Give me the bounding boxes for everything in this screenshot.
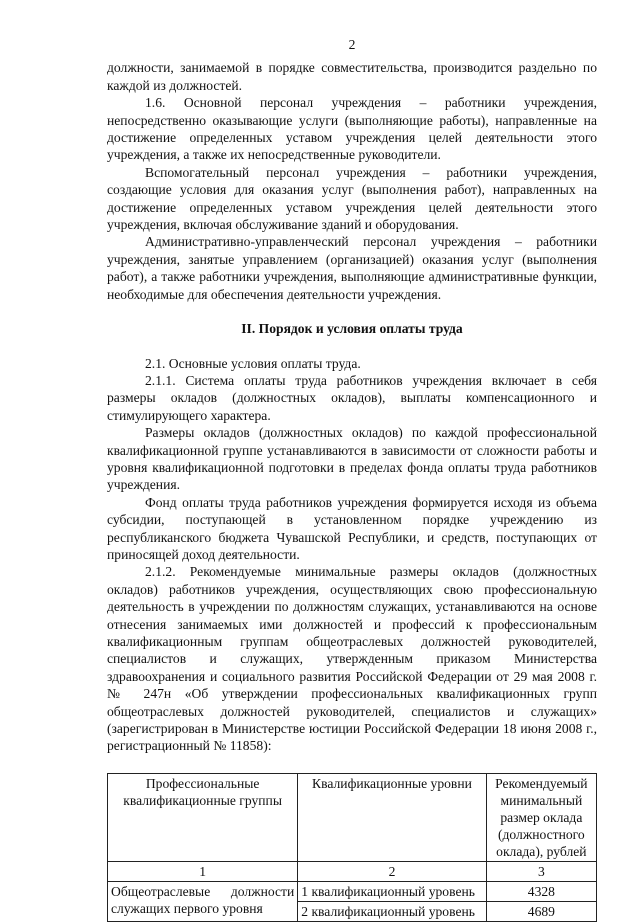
section-title: II. Порядок и условия оплаты труда <box>241 321 463 337</box>
paragraph-main-staff: 1.6. Основной персонал учреждения – работники учреждения, непосредственно оказывающие услуги (выполняющие работы), направленные на достижение определенных уставом учреждения целей деятельности этого учреждения, а также их непосредственные руководители. <box>107 95 597 163</box>
header-salary: Рекомендуемый минимальный размер оклада (должностного оклада), рублей <box>486 773 596 861</box>
paragraph-2-1-2: 2.1.2. Рекомендуемые минимальные размеры окладов (должностных окладов) работников учреждения, осуществляющих свою профессиональную деятельность в учреждении по должностям служащих, устанавливаются на основе отнесения занимаемых ими должностей и профессий к профессиональным квалификационным группам общеотраслевых должностей руководителей, специалистов и служащих, утвержденным приказом Министерства здравоохранения и социального развития Российской Федерации от 29 мая 2008 г. № 247н «Об утверждении профессиональных квалификационных групп общеотраслевых должностей руководителей, специалистов и служащих» (зарегистрирован в Министерстве юстиции Российской Федерации 18 июня 2008 г., регистрационный № 11858): <box>107 564 597 754</box>
level-cell: 1 квалификационный уровень <box>298 881 486 901</box>
column-number-1: 1 <box>108 861 298 881</box>
level-cell: 2 квалификационный уровень <box>298 901 486 921</box>
salary-cell: 4328 <box>486 881 596 901</box>
paragraph-admin-staff: Административно-управленческий персонал учреждения – работники учреждения, занятые управлением (организацией) оказания услуг (выполнения работ), а также работники учреждения, выполняющие административные функции, необходимые для обеспечения деятельности учреждения. <box>107 234 597 302</box>
column-number-3: 3 <box>486 861 596 881</box>
paragraph-wage-fund: Фонд оплаты труда работников учреждения формируется исходя из объема субсидии, поступающей в установленном порядке учреждению из республиканского бюджета Чувашской Республики, и средств, поступающих от приносящей доход деятельности. <box>107 494 597 562</box>
table-number-row <box>108 861 597 881</box>
salary-cell: 4689 <box>486 901 596 921</box>
paragraph-2-1: 2.1. Основные условия оплаты труда. <box>145 355 361 371</box>
document-page <box>107 36 597 922</box>
paragraph-2-1-1: 2.1.1. Система оплаты труда работников учреждения включает в себя размеры окладов (должностных окладов), выплаты компенсационного и стимулирующего характера. <box>107 372 597 423</box>
header-levels: Квалификационные уровни <box>298 773 486 861</box>
page-number: 2 <box>348 37 356 52</box>
group-name-cell: Общеотраслевые должности служащих первого уровня <box>108 881 298 921</box>
table-header-row <box>108 773 597 861</box>
paragraph-continuation: должности, занимаемой в порядке совместительства, производится раздельно по каждой из должностей. <box>107 60 597 93</box>
paragraph-support-staff: Вспомогательный персонал учреждения – работники учреждения, создающие условия для оказания услуг (выполнения работ), направленных на достижение определенных уставом учреждения целей деятельности этого учреждения, включая обслуживание зданий и оборудования. <box>107 164 597 233</box>
salary-table <box>107 773 597 922</box>
table-row <box>108 881 597 901</box>
column-number-2: 2 <box>298 861 486 881</box>
header-groups: Профессиональные квалификационные группы <box>108 773 298 861</box>
paragraph-salary-sizes: Размеры окладов (должностных окладов) по каждой профессиональной квалификационной группе устанавливаются в зависимости от сложности работы и уровня квалификационной подготовки в пределах фонда оплаты труда работников учреждения. <box>107 425 597 493</box>
